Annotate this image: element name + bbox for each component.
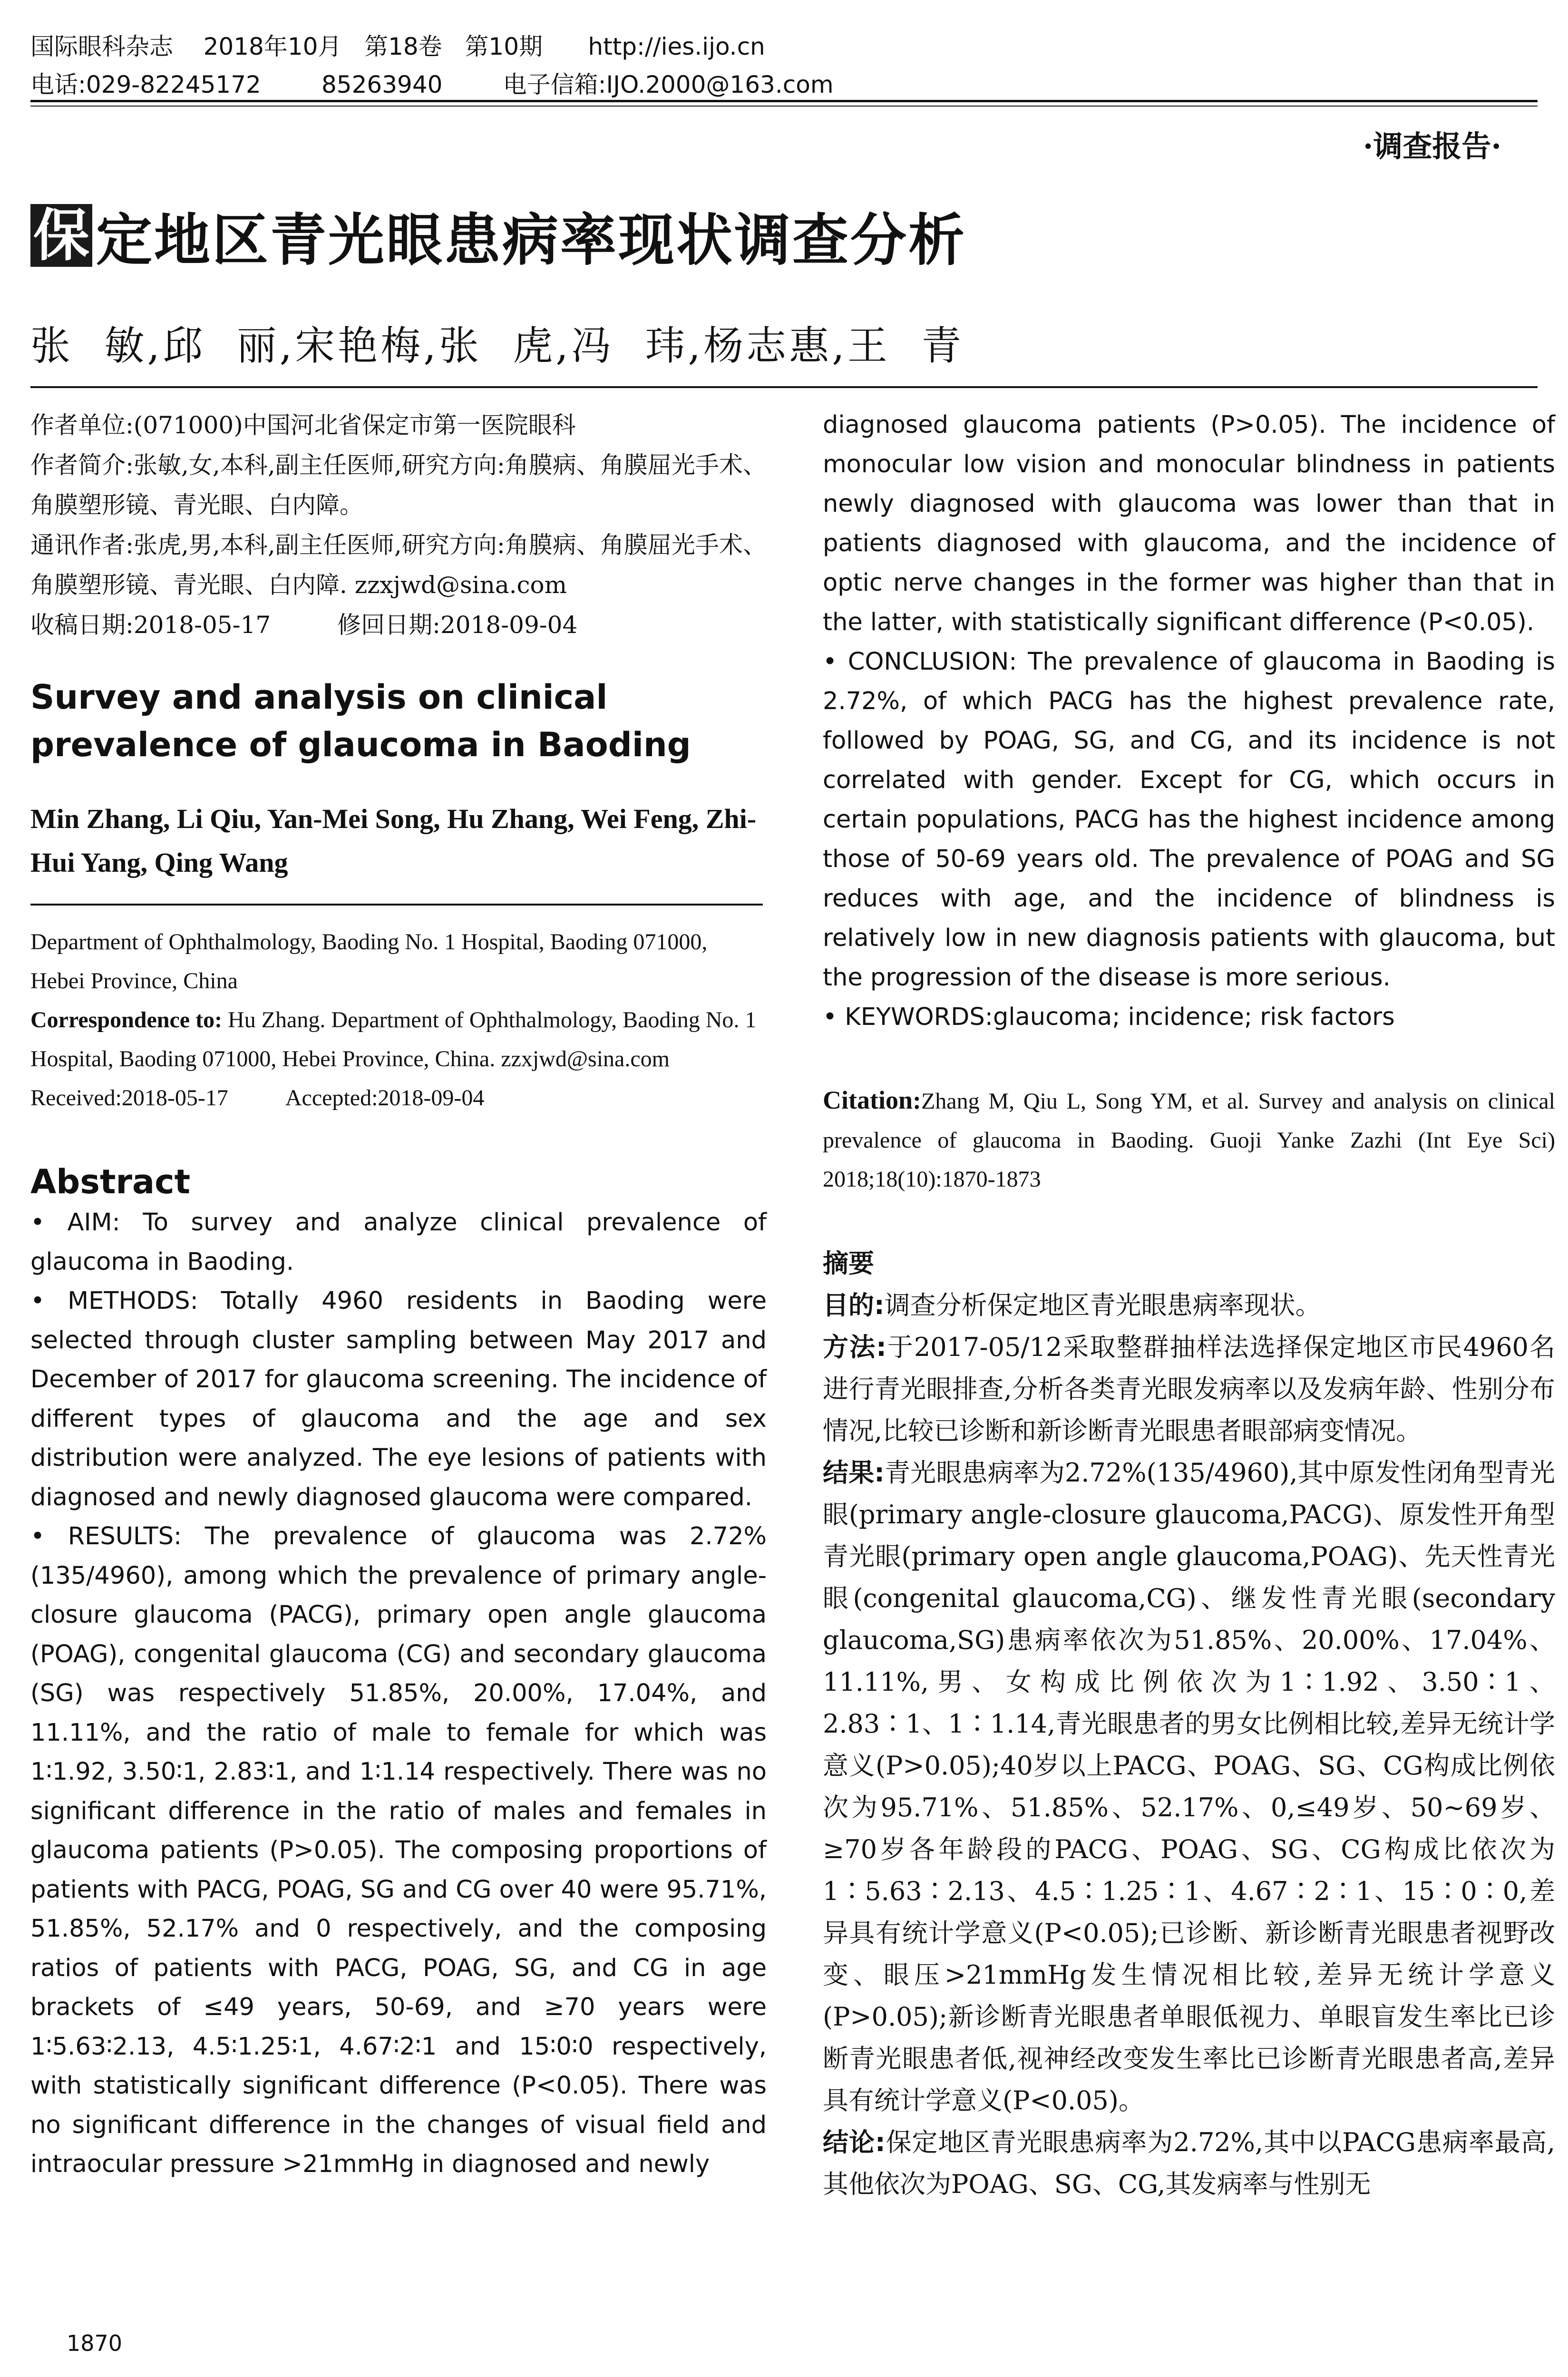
cn-conclusion-label: 结论:	[823, 2127, 886, 2157]
page-number: 1870	[67, 2330, 123, 2356]
abstract-keywords: • KEYWORDS:glaucoma; incidence; risk factors	[823, 1003, 1395, 1031]
authors-rule	[30, 386, 1538, 388]
corr-text: Hu Zhang. Department of Ophthalmology, Baoding No. 1 Hospital, Baoding 071000, Hebei Province, China. zzxjwd@sina.com	[30, 1007, 757, 1072]
affiliation-corr	[30, 1001, 767, 1079]
cn-aim	[823, 1285, 1555, 1326]
cn-methods-label: 方法:	[823, 1332, 886, 1362]
abstract-conclusion: • CONCLUSION: The prevalence of glaucoma in Baoding is 2.72%, of which PACG has the highest prevalence rate, followed by POAG, SG, and CG, and its incidence is not correlated with gender. Except for CG, which occurs in certain populations, PACG has the highest incidence among those of 50-69 years old. The prevalence of POAG and SG reduces with age, and the incidence of blindness is relatively low in new diagnosis patients with glaucoma, but the progression of the disease is more serious.	[823, 648, 1555, 992]
cn-conclusion-text: 保定地区青光眼患病率为2.72%,其中以PACG患病率最高,其他依次为POAG、SG、CG,其发病率与性别无	[823, 2127, 1555, 2199]
authors-cn: 张 敏,邱 丽,宋艳梅,张 虎,冯 玮,杨志惠,王 青	[30, 322, 964, 369]
abstract-results-cont: diagnosed glaucoma patients (P>0.05). The incidence of monocular low vision and monocular blindness in patients newly diagnosed with glaucoma was lower than that in patients diagnosed with glaucoma, and the incidence of optic nerve changes in the former was higher than that in the latter, with statistically significant difference (P<0.05).	[823, 411, 1555, 636]
header-rule-top	[30, 100, 1538, 102]
author-info	[30, 405, 767, 645]
cn-methods-text: 于2017-05/12采取整群抽样法选择保定地区市民4960名进行青光眼排查,分析各类青光眼发病率以及发病年龄、性别分布情况,比较已诊断和新诊断青光眼患者眼部病变情况。	[823, 1332, 1555, 1446]
cn-results-label: 结果:	[823, 1458, 885, 1488]
corr-label: Correspondence to:	[30, 1007, 223, 1033]
abstract-heading: Abstract	[30, 1162, 191, 1201]
cn-results	[823, 1452, 1555, 2122]
abstract-body	[30, 1203, 767, 2184]
header-rule-thin	[30, 106, 1538, 107]
cn-aim-text: 调查分析保定地区青光眼患病率现状。	[884, 1290, 1321, 1320]
received-date-en: Received:2018-05-17	[30, 1085, 228, 1111]
author-dates	[30, 605, 767, 645]
citation-text: Zhang M, Qiu L, Song YM, et al. Survey and analysis on clinical prevalence of glaucoma in Baoding. Guoji Yanke Zazhi (Int Eye Sci) 2018;18(10):1870-1873	[823, 1089, 1555, 1192]
accepted-date-en: Accepted:2018-09-04	[285, 1085, 485, 1111]
author-corr: 通讯作者:张虎,男,本科,副主任医师,研究方向:角膜病、角膜屈光手术、角膜塑形镜、青光眼、白内障. zzxjwd@sina.com	[30, 531, 767, 599]
affiliation-dept: Department of Ophthalmology, Baoding No. 1 Hospital, Baoding 071000, Hebei Province, China	[30, 929, 708, 994]
left-column	[30, 405, 767, 2184]
revised-date-cn: 修回日期:2018-09-04	[337, 611, 578, 639]
cn-conclusion	[823, 2122, 1555, 2205]
right-column	[823, 405, 1555, 2205]
affiliation-rule	[30, 904, 763, 906]
author-intro: 作者简介:张敏,女,本科,副主任医师,研究方向:角膜病、角膜屈光手术、角膜塑形镜、青光眼、白内障。	[30, 451, 767, 519]
citation-label: Citation:	[823, 1086, 921, 1114]
cn-abstract-heading: 摘要	[823, 1248, 874, 1278]
article-title	[30, 200, 966, 271]
journal-header-line2: 电话:029-82245172 85263940 电子信箱:IJO.2000@163.com	[30, 71, 834, 98]
affiliation-block	[30, 923, 767, 1118]
abstract-aim: • AIM: To survey and analyze clinical prevalence of glaucoma in Baoding.	[30, 1208, 767, 1276]
received-date-cn: 收稿日期:2018-05-17	[30, 611, 271, 639]
affiliation-dates	[30, 1079, 767, 1118]
title-first-char: 保	[30, 204, 92, 267]
section-label: ·调查报告·	[1363, 129, 1501, 164]
citation	[823, 1081, 1555, 1199]
author-unit: 作者单位:(071000)中国河北省保定市第一医院眼科	[30, 411, 576, 439]
english-authors: Min Zhang, Li Qiu, Yan-Mei Song, Hu Zhang, Wei Feng, Zhi-Hui Yang, Qing Wang	[30, 803, 757, 878]
abstract-results: • RESULTS: The prevalence of glaucoma was 2.72% (135/4960), among which the prevalence of primary angle-closure glaucoma (PACG), primary open angle glaucoma (POAG), congenital glaucoma (CG) and secondary glaucoma (SG) was respectively 51.85%, 20.00%, 17.04%, and 11.11%, and the ratio of male to female for which was 1∶1.92, 3.50∶1, 2.83∶1, and 1∶1.14 respectively. There was no significant difference in the ratio of males and females in glaucoma patients (P>0.05). The composing proportions of patients with PACG, POAG, SG and CG over 40 were 95.71%, 51.85%, 52.17% and 0 respectively, and the composing ratios of patients with PACG, POAG, SG, and CG in age brackets of ≤49 years, 50-69, and ≥70 years were 1∶5.63∶2.13, 4.5∶1.25∶1, 4.67∶2∶1 and 15∶0∶0 respectively, with statistically significant difference (P<0.05). There was no significant difference in the changes of visual field and intraocular pressure >21mmHg in diagnosed and newly	[30, 1522, 767, 2178]
cn-aim-label: 目的:	[823, 1290, 885, 1320]
abstract-continued	[823, 405, 1555, 1037]
cn-abstract	[823, 1243, 1555, 2205]
journal-header-line1: 国际眼科杂志 2018年10月 第18卷 第10期 http://ies.ijo.cn	[30, 33, 765, 60]
english-title: Survey and analysis on clinical prevalence of glaucoma in Baoding	[30, 678, 691, 764]
citation-block	[823, 1081, 1555, 1199]
cn-methods	[823, 1326, 1555, 1452]
title-rest: 定地区青光眼患病率现状调查分析	[96, 207, 967, 273]
abstract-methods: • METHODS: Totally 4960 residents in Baoding were selected through cluster sampling between May 2017 and December of 2017 for glaucoma screening. The incidence of different types of glaucoma and the age and sex distribution were analyzed. The eye lesions of patients with diagnosed and newly diagnosed glaucoma were compared.	[30, 1287, 767, 1511]
cn-results-text: 青光眼患病率为2.72%(135/4960),其中原发性闭角型青光眼(primary angle-closure glaucoma,PACG)、原发性开角型青光眼(primary open angle glaucoma,POAG)、先天性青光眼(congenital glaucoma,CG)、继发性青光眼(secondary glaucoma,SG)患病率依次为51.85%、20.00%、17.04%、11.11%,男、女构成比例依次为1∶1.92、3.50∶1、2.83∶1、1∶1.14,青光眼患者的男女比例相比较,差异无统计学意义(P>0.05);40岁以上PACG、POAG、SG、CG构成比例依次为95.71%、51.85%、52.17%、0,≤49岁、50~69岁、≥70岁各年龄段的PACG、POAG、SG、CG构成比依次为1∶5.63∶2.13、4.5∶1.25∶1、4.67∶2∶1、15∶0∶0,差异具有统计学意义(P<0.05);已诊断、新诊断青光眼患者视野改变、眼压>21mmHg发生情况相比较,差异无统计学意义(P>0.05);新诊断青光眼患者单眼低视力、单眼盲发生率比已诊断青光眼患者低,视神经改变发生率比已诊断青光眼患者高,差异具有统计学意义(P<0.05)。	[823, 1458, 1555, 2115]
